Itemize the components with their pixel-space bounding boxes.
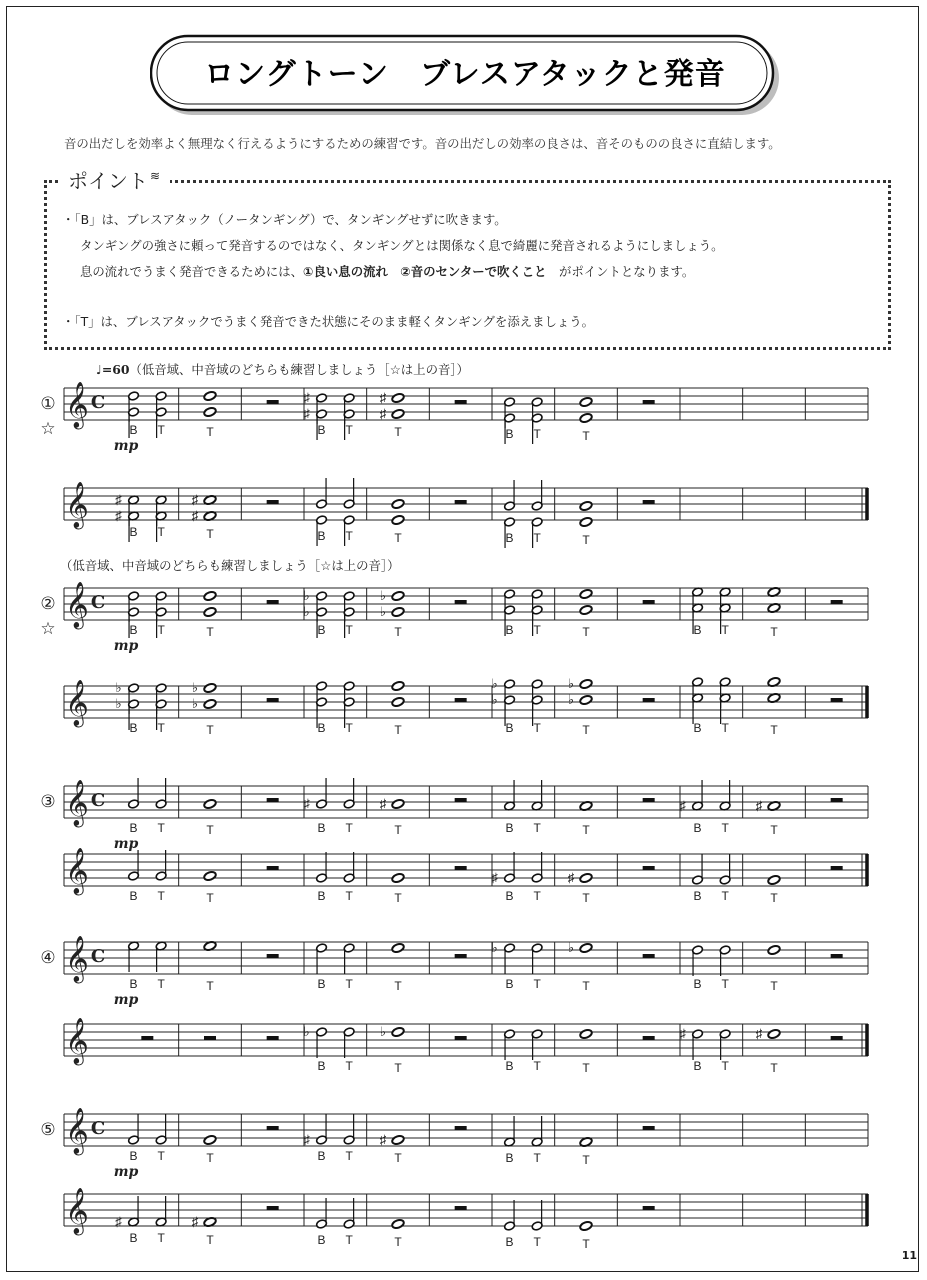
tongue-label: T — [394, 425, 402, 439]
breath-label: B — [317, 1233, 326, 1247]
half-rest — [831, 698, 843, 702]
range-star-note: は上の音］） — [331, 558, 400, 573]
tongue-label: T — [533, 1235, 541, 1249]
range-note: （低音域、中音域のどちらも練習しましょう［ — [60, 558, 321, 573]
whole-note — [767, 945, 781, 956]
tongue-label: T — [157, 1231, 165, 1245]
whole-note — [203, 591, 217, 602]
time-signature: C — [90, 790, 106, 811]
half-rest — [455, 400, 467, 404]
tongue-label: T — [533, 531, 541, 545]
breath-label: B — [317, 821, 326, 835]
half-rest — [455, 798, 467, 802]
whole-note — [391, 499, 405, 510]
breath-label: B — [505, 977, 514, 991]
point-line-3-pre: 息の流れでうまく発音できるためには、 — [80, 264, 304, 279]
exercise-number: ⑤ — [40, 1120, 56, 1139]
whole-note — [391, 1135, 405, 1146]
tongue-label: T — [206, 527, 214, 541]
whole-note — [579, 873, 593, 884]
tongue-label: T — [206, 1151, 214, 1165]
tongue-label: T — [770, 979, 778, 993]
treble-clef: 𝄞 — [65, 382, 89, 428]
half-rest — [643, 500, 655, 504]
tongue-label: T — [394, 891, 402, 905]
breath-label: B — [505, 531, 514, 545]
whole-note — [579, 589, 593, 600]
flat-sign: ♭ — [379, 604, 387, 619]
flat-sign: ♭ — [491, 940, 498, 955]
sharp-sign: ♯ — [303, 796, 310, 811]
whole-note — [391, 799, 405, 810]
tempo-star-note: は上の音］） — [400, 362, 469, 377]
half-rest — [267, 1036, 279, 1040]
breath-label: B — [129, 821, 138, 835]
half-rest — [455, 954, 467, 958]
tongue-label: T — [582, 891, 590, 905]
tongue-label: T — [533, 427, 541, 441]
flat-sign: ♭ — [567, 940, 575, 955]
half-rest — [204, 1036, 216, 1040]
whole-note — [203, 1135, 217, 1146]
breath-label: B — [317, 977, 326, 991]
star-symbol: ☆ — [40, 619, 56, 638]
breath-label: B — [505, 721, 514, 735]
point-tag-label: ポイント — [68, 169, 148, 193]
half-rest — [267, 1206, 279, 1210]
star-symbol: ☆ — [40, 419, 56, 438]
tongue-label: T — [721, 889, 729, 903]
tongue-label: T — [582, 625, 590, 639]
breath-label: B — [505, 889, 514, 903]
tongue-label: T — [582, 1237, 590, 1251]
whole-note — [203, 391, 217, 402]
tongue-label: T — [157, 423, 165, 437]
breath-label: B — [693, 821, 702, 835]
half-rest — [455, 866, 467, 870]
whole-note — [579, 679, 593, 690]
whole-note — [203, 607, 217, 618]
sharp-sign: ♯ — [679, 1026, 686, 1041]
point-line-1: ・「B」は、ブレスアタック（ノータンギング）で、タンギングせずに吹きます。 — [62, 212, 507, 227]
tongue-label: T — [157, 1149, 165, 1163]
tongue-label: T — [582, 533, 590, 547]
flat-sign: ♭ — [303, 588, 310, 603]
whole-note — [579, 1029, 593, 1040]
flat-sign: ♭ — [191, 680, 199, 695]
tongue-label: T — [533, 623, 541, 637]
sharp-sign: ♯ — [491, 870, 498, 885]
half-rest — [455, 698, 467, 702]
whole-note — [391, 591, 405, 602]
breath-label: B — [129, 721, 138, 735]
sharp-sign: ♯ — [115, 1214, 122, 1229]
treble-clef: 𝄞 — [65, 1018, 89, 1064]
time-signature: C — [90, 392, 106, 413]
point-line-4: ・「T」は、ブレスアタックでうまく発音できた状態にそのまま軽くタンギングを添えましょう。 — [62, 314, 595, 329]
tongue-label: T — [582, 979, 590, 993]
flat-sign: ♭ — [303, 604, 310, 619]
tongue-label: T — [345, 623, 353, 637]
page-number: 11 — [901, 1249, 917, 1262]
dynamic-mark: mp — [113, 638, 139, 654]
tongue-label: T — [206, 891, 214, 905]
breath-label: B — [505, 821, 514, 835]
half-rest — [831, 798, 843, 802]
half-rest — [643, 1206, 655, 1210]
whole-note — [579, 943, 593, 954]
tongue-label: T — [533, 821, 541, 835]
sharp-sign: ♯ — [379, 1132, 387, 1147]
whole-note — [391, 1219, 405, 1230]
tempo-note: （低音域、中音域のどちらも練習しましょう［ — [129, 362, 390, 377]
star-symbol-2: ☆ — [320, 558, 332, 573]
sharp-sign: ♯ — [379, 406, 387, 421]
breath-label: B — [129, 889, 138, 903]
half-rest — [831, 1036, 843, 1040]
tongue-label: T — [394, 1061, 402, 1075]
tongue-label: T — [345, 977, 353, 991]
sharp-sign: ♯ — [191, 1214, 199, 1229]
flat-sign: ♭ — [115, 680, 122, 695]
half-rest — [643, 954, 655, 958]
treble-clef: 𝄞 — [65, 1188, 89, 1234]
half-rest — [267, 500, 279, 504]
page-title: ロングトーン ブレスアタックと発音 — [204, 57, 726, 92]
sharp-sign: ♯ — [191, 508, 199, 523]
half-rest — [455, 1206, 467, 1210]
point-key-2: ②音のセンターで吹くこと — [400, 264, 547, 279]
tongue-label: T — [721, 821, 729, 835]
sharp-sign: ♯ — [679, 798, 686, 813]
breath-label: B — [505, 1235, 514, 1249]
tongue-label: T — [345, 821, 353, 835]
breath-label: B — [129, 977, 138, 991]
whole-note — [391, 409, 405, 420]
whole-note — [391, 873, 405, 884]
flat-sign: ♭ — [567, 676, 575, 691]
tongue-label: T — [206, 625, 214, 639]
half-rest — [831, 600, 843, 604]
half-rest — [455, 1036, 467, 1040]
exercise-number: ④ — [40, 948, 56, 967]
tongue-label: T — [533, 1151, 541, 1165]
tongue-label: T — [157, 721, 165, 735]
flat-sign: ♭ — [491, 692, 498, 707]
whole-note — [579, 695, 593, 706]
tongue-label: T — [345, 1149, 353, 1163]
tongue-label: T — [770, 625, 778, 639]
intro-text: 音の出だしを効率よく無理なく行えるようにするための練習です。音の出だしの効率の良さは、音そのものの良さに直結します。 — [64, 136, 781, 151]
half-rest — [267, 1126, 279, 1130]
half-rest — [267, 600, 279, 604]
tongue-label: T — [345, 1059, 353, 1073]
sharp-sign: ♯ — [379, 796, 387, 811]
tongue-label: T — [345, 1233, 353, 1247]
breath-label: B — [129, 423, 138, 437]
half-rest — [455, 1126, 467, 1130]
tempo-mark: =60 — [101, 362, 130, 377]
exercise-number: ① — [40, 394, 56, 413]
breath-label: B — [693, 623, 702, 637]
half-rest — [643, 400, 655, 404]
tongue-label: T — [206, 823, 214, 837]
treble-clef: 𝄞 — [65, 482, 89, 528]
time-signature: C — [90, 946, 106, 967]
tongue-label: T — [157, 889, 165, 903]
whole-note — [203, 699, 217, 710]
flat-sign: ♭ — [303, 1024, 310, 1039]
breath-label: B — [317, 529, 326, 543]
treble-clef: 𝄞 — [65, 780, 89, 826]
tongue-label: T — [582, 1153, 590, 1167]
whole-note — [391, 393, 405, 404]
sharp-sign: ♯ — [303, 406, 310, 421]
time-signature: C — [90, 1118, 106, 1139]
tongue-label: T — [345, 423, 353, 437]
tongue-label: T — [394, 1235, 402, 1249]
tongue-label: T — [582, 1061, 590, 1075]
breath-label: B — [693, 721, 702, 735]
whole-note — [767, 875, 781, 886]
half-rest — [643, 866, 655, 870]
half-rest — [267, 698, 279, 702]
breath-label: B — [505, 1059, 514, 1073]
whole-note — [579, 413, 593, 424]
tongue-label: T — [345, 889, 353, 903]
tongue-label: T — [394, 979, 402, 993]
sharp-sign: ♯ — [303, 390, 310, 405]
half-rest — [455, 500, 467, 504]
treble-clef: 𝄞 — [65, 848, 89, 894]
flat-sign: ♭ — [379, 588, 387, 603]
whole-note — [579, 605, 593, 616]
breath-label: B — [317, 721, 326, 735]
tongue-label: T — [721, 721, 729, 735]
sharp-sign: ♯ — [567, 870, 575, 885]
flat-sign: ♭ — [379, 1024, 387, 1039]
breath-label: B — [693, 889, 702, 903]
tongue-label: T — [157, 623, 165, 637]
half-rest — [831, 954, 843, 958]
half-rest — [267, 400, 279, 404]
dynamic-mark: mp — [113, 836, 139, 852]
treble-clef: 𝄞 — [65, 1108, 89, 1154]
half-rest — [455, 600, 467, 604]
half-rest — [831, 866, 843, 870]
breath-label: B — [317, 1059, 326, 1073]
tongue-label: T — [582, 429, 590, 443]
whole-note — [579, 397, 593, 408]
whole-note — [391, 607, 405, 618]
star-symbol: ☆ — [389, 362, 401, 377]
whole-note — [391, 1027, 405, 1038]
tongue-label: T — [206, 979, 214, 993]
tongue-label: T — [533, 1059, 541, 1073]
point-line-3-post: がポイントとなります。 — [558, 264, 695, 279]
tongue-label: T — [770, 823, 778, 837]
whole-note — [391, 515, 405, 526]
sharp-sign: ♯ — [115, 492, 122, 507]
tongue-label: T — [394, 625, 402, 639]
breath-label: B — [505, 1151, 514, 1165]
tongue-label: T — [721, 1059, 729, 1073]
whole-note — [579, 501, 593, 512]
tongue-label: T — [770, 891, 778, 905]
tongue-label: T — [582, 723, 590, 737]
half-rest — [267, 798, 279, 802]
tongue-label: T — [721, 623, 729, 637]
tongue-label: T — [206, 1233, 214, 1247]
point-line-2: タンギングの強さに頼って発音するのではなく、タンギングとは関係なく息で綺麗に発音されるようにしましょう。 — [80, 238, 724, 253]
tongue-label: T — [770, 723, 778, 737]
whole-note — [579, 1221, 593, 1232]
dynamic-mark: mp — [113, 438, 139, 454]
tongue-label: T — [206, 723, 214, 737]
breath-label: B — [505, 623, 514, 637]
tongue-label: T — [394, 531, 402, 545]
dynamic-mark: mp — [113, 1164, 139, 1180]
tongue-label: T — [533, 721, 541, 735]
sharp-sign: ♯ — [379, 390, 387, 405]
tongue-label: T — [533, 977, 541, 991]
sharp-sign: ♯ — [303, 1132, 310, 1147]
tongue-label: T — [394, 823, 402, 837]
breath-label: B — [317, 889, 326, 903]
breath-label: B — [317, 623, 326, 637]
tongue-label: T — [533, 889, 541, 903]
quarter-note-icon: ♩ — [96, 362, 102, 377]
exercise-number: ② — [40, 594, 56, 613]
breath-label: B — [129, 623, 138, 637]
tongue-label: T — [157, 821, 165, 835]
sharp-sign: ♯ — [755, 798, 763, 813]
whole-note — [579, 517, 593, 528]
whole-note — [391, 943, 405, 954]
whole-note — [767, 1029, 781, 1040]
half-rest — [141, 1036, 153, 1040]
half-rest — [643, 798, 655, 802]
breath-label: B — [129, 1231, 138, 1245]
time-signature: C — [90, 592, 106, 613]
breath-label: B — [129, 525, 138, 539]
tongue-label: T — [721, 977, 729, 991]
breath-label: B — [317, 423, 326, 437]
tongue-label: T — [345, 721, 353, 735]
treble-clef: 𝄞 — [65, 680, 89, 726]
whole-note — [203, 871, 217, 882]
flat-sign: ♭ — [567, 692, 575, 707]
sharp-sign: ♯ — [115, 508, 122, 523]
breath-label: B — [693, 977, 702, 991]
tongue-label: T — [206, 425, 214, 439]
half-rest — [643, 600, 655, 604]
tongue-label: T — [582, 823, 590, 837]
sparkle-icon: ≋ — [150, 169, 161, 183]
whole-note — [203, 683, 217, 694]
whole-note — [391, 697, 405, 708]
breath-label: B — [129, 1149, 138, 1163]
half-rest — [643, 1036, 655, 1040]
sharp-sign: ♯ — [755, 1026, 763, 1041]
flat-sign: ♭ — [191, 696, 199, 711]
tongue-label: T — [770, 1061, 778, 1075]
half-rest — [643, 1126, 655, 1130]
treble-clef: 𝄞 — [65, 582, 89, 628]
half-rest — [267, 954, 279, 958]
tongue-label: T — [394, 723, 402, 737]
whole-note — [391, 681, 405, 692]
sharp-sign: ♯ — [191, 492, 199, 507]
dynamic-mark: mp — [113, 992, 139, 1008]
tongue-label: T — [394, 1151, 402, 1165]
tongue-label: T — [345, 529, 353, 543]
flat-sign: ♭ — [115, 696, 122, 711]
exercise-number: ③ — [40, 792, 56, 811]
breath-label: B — [317, 1149, 326, 1163]
half-rest — [643, 698, 655, 702]
tongue-label: T — [157, 977, 165, 991]
treble-clef: 𝄞 — [65, 936, 89, 982]
breath-label: B — [693, 1059, 702, 1073]
half-rest — [267, 866, 279, 870]
tongue-label: T — [157, 525, 165, 539]
whole-note — [203, 407, 217, 418]
whole-note — [203, 799, 217, 810]
breath-label: B — [505, 427, 514, 441]
point-key-1: ①良い息の流れ — [303, 264, 388, 279]
flat-sign: ♭ — [491, 676, 498, 691]
